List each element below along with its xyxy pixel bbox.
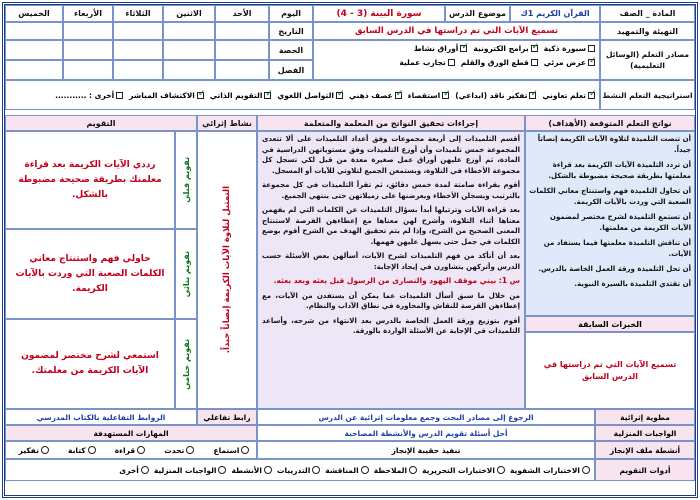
class-cell[interactable]	[5, 60, 63, 80]
sources-label: مصادر التعلم (الوسائل التعليمية)	[600, 40, 695, 80]
tool-option[interactable]: الاختبارات الشفوية	[510, 466, 590, 475]
enrichment-value: الرجوع إلى مصادر البحث وجمع معلومات إثرائية عن الدرس	[257, 409, 595, 425]
source-option[interactable]: تجارب عملية	[399, 58, 454, 67]
date-cell[interactable]	[113, 22, 163, 40]
procedure-paragraph: بعد أن أتأكد من فهم التلميذات لشرح الآيات، أسألهن بعض الأسئلة حسب الدرس وأتركهن يتشاورن في إيجاد الإجابة:	[262, 252, 520, 271]
objective-intro: أن تنصت التلميذة لتلاوة الآيات الكريمة إنصاتاً جيداً.	[537, 135, 691, 154]
evaluation-text: رددي الآيات الكريمة بعد قراءة معلمتك بطريقة صحيحة مضبوطة بالشكل.	[5, 131, 175, 229]
strategy-option[interactable]: ✓ التواصل اللغوي	[277, 91, 343, 100]
skill-option[interactable]: تحدث	[164, 446, 194, 455]
date-cell[interactable]	[63, 22, 113, 40]
links-label: رابط تفاعلي	[197, 409, 257, 425]
objective-item: أن تردد التلميذة الآيات الكريمة بعد قراءة معلمتها بطريقة صحيحة مضبوطة بالشكل.	[548, 161, 691, 180]
strategy-option[interactable]: ✓ عصف ذهني	[349, 91, 402, 100]
skill-option[interactable]: استماع	[213, 446, 249, 455]
strategy-option[interactable]: ✓ تعلم تعاوني	[542, 91, 595, 100]
day-tuesday: الثلاثاء	[113, 5, 163, 22]
strategy-option[interactable]: ✓ استقصاء	[408, 91, 449, 100]
tools-label: أدوات التقويم	[595, 459, 695, 481]
tool-option[interactable]: الاختبارات التحريرية	[422, 466, 505, 475]
evaluation-header: التقويم	[5, 115, 197, 131]
class-cell[interactable]	[163, 60, 215, 80]
class-cell[interactable]	[113, 60, 163, 80]
procedure-paragraph: بعد قراءة الآيات وترتيلها أبدأ بسؤال التلميذات عن الكلمات التي لم يفهمن معناها أثناء التلاوة، وأشرح لهن معناها مع إعطاءهن الفرصة لاستنتاج المعنى الصحيح من الشرح، وإذا لم يتم تحقيق الهدف من الشرح أقوم بوضع الكلمات في جمل حتى يسهل عليهن فهمها.	[262, 206, 520, 246]
evaluation-type: تقويم بنائي	[175, 229, 197, 319]
tool-option[interactable]: التدريبات	[277, 466, 320, 475]
date-cell[interactable]	[5, 22, 63, 40]
topic-label: موضوع الدرس	[445, 5, 510, 22]
strategy-option[interactable]: ✓ الاكتشاف المباشر	[129, 91, 204, 100]
source-option[interactable]: ✓ أوراق نشاط	[414, 44, 468, 53]
skill-option[interactable]: قراءة	[115, 446, 145, 455]
strategies-label: استراتيجية التعلم النشط	[600, 80, 695, 110]
period-cell[interactable]	[5, 40, 63, 60]
subject-label: المادة _ الصف	[600, 5, 695, 22]
homework-label: الواجبات المنزلية	[595, 425, 695, 441]
source-option[interactable]: سبورة ذكية	[544, 44, 595, 53]
source-option[interactable]: ✓ برامج الكترونية	[473, 44, 537, 53]
topic-value: سورة البينة (3 - 4)	[313, 5, 445, 22]
tool-option[interactable]: الأنشطة	[231, 466, 271, 475]
day-monday: الاثنين	[163, 5, 215, 22]
evaluation-text: حاولي فهم واستنتاج معاني الكلمات الصعبة التي وردت بالآيات الكريمة.	[5, 229, 175, 319]
strategy-option[interactable]: ✓ تفكير ناقد (ابداعي)	[455, 91, 536, 100]
day-sunday: الأحد	[215, 5, 269, 22]
activity-text: التمثيل لتلاوة الآيات الكريمة إنصاتاً جيداً.	[222, 186, 232, 354]
activity-cell	[197, 131, 257, 409]
intro-value: تسميع الآيات التي تم دراستها في الدرس السابق	[313, 22, 600, 40]
date-cell[interactable]	[163, 22, 215, 40]
procedure-paragraph: أقسم التلميذات إلى أربعة مجموعات وفق أعداد التلميذات على ألا تتعدى المجموعة خمس تلميذات وأن أوزع التلميذات وفق مستوياتهن الدراسية في المادة، ثم أوزع عليهن أوراق عمل صغيرة معدة من قبل لكي تسجل كل مجموعة الأخطاء في التلاوة، وبستمعن الجميع لتلاوتي للآيات أو المسجل.	[262, 135, 520, 175]
strategies-options	[5, 80, 600, 110]
objective-item: أن تستمع التلميذة لشرح مختصر لمضمون الآيات الكريمة من معلمتها.	[549, 213, 691, 232]
homework-value: أحل أسئلة تقويم الدرس والأنشطة المصاحبة	[257, 425, 595, 441]
tool-option[interactable]: أخرى	[119, 466, 149, 475]
enrichment-label: مطوية إثرائية	[595, 409, 695, 425]
objective-item: أن تناقش التلميذة معلمتها فيما يستفاد من الآيات.	[543, 239, 691, 258]
procedure-paragraph: أقوم بقراءة صامتة لمدة خمس دقائق، ثم تقرأ التلميذات في كل مجموعة بالترتيب ويسجلن الأخطاء ويعرضنها على زميلاتهن حتى ينتهي الجميع.	[262, 181, 520, 200]
class-label: الفصل	[269, 60, 313, 80]
evaluation-text: استمعي لشرح مختصر لمضمون الآيات الكريمة من معلمتك.	[5, 319, 175, 409]
objective-item: أن تحل التلميذة ورقة العمل الخاصة بالدرس.	[538, 265, 691, 273]
strategy-option[interactable]: ✓ التقويم الذاتي	[210, 91, 272, 100]
evaluation-type: تقويم قبلي	[175, 131, 197, 229]
procedures-header: إجراءات تحقيق النواتج من المعلمة والمتعلمة	[257, 115, 525, 131]
lesson-plan-page	[2, 2, 698, 498]
period-cell[interactable]	[215, 40, 269, 60]
class-cell[interactable]	[215, 60, 269, 80]
skill-option[interactable]: كتابة	[68, 446, 96, 455]
procedure-paragraph: أقوم بتوزيع ورقة العمل الخاصة بالدرس بعد الانتهاء من شرحه، وأساعد التلميذات في الإجابة عن الأسئلة الواردة بالورقة.	[262, 316, 520, 335]
objectives-cell	[525, 131, 695, 316]
evaluation-type: تقويم ختامي	[175, 319, 197, 409]
procedure-paragraph: من خلال ما سبق أسأل التلميذات عما يمكن أن يستفدن من الآيات، مع إعطاءهن الفرصة للنقاش والمحاورة في نطاق الآداب والنظام.	[262, 291, 520, 310]
tool-option[interactable]: الواجبات المنزلية	[154, 466, 227, 475]
prior-knowledge-value: تسميع الآيات التي تم دراستها في الدرس السابق	[525, 332, 695, 409]
period-cell[interactable]	[113, 40, 163, 60]
date-label: التاريخ	[269, 22, 313, 40]
sources-options	[313, 40, 600, 80]
class-cell[interactable]	[63, 60, 113, 80]
period-label: الحصة	[269, 40, 313, 60]
tool-option[interactable]: الملاحظة	[374, 466, 417, 475]
day-wednesday: الأربعاء	[63, 5, 113, 22]
skill-option[interactable]: تفكير	[19, 446, 49, 455]
procedure-question: س 1: بيني موقف اليهود والنصارى من الرسول قبل بعثه وبعد بعثه.	[273, 276, 520, 285]
source-option[interactable]: قطع الورق والقلم	[461, 58, 538, 67]
source-option[interactable]: ✓ عرض مرئي	[544, 58, 595, 67]
achievement-value: تنفيذ حقيبة الإنجاز	[257, 441, 595, 459]
subject-value: القرآن الكريم 1ك	[510, 5, 600, 22]
activity-header: نشاط إثرائي	[197, 115, 257, 131]
objective-item: أن تقتدي التلميذة بالسيرة النبوية.	[574, 280, 691, 288]
procedures-cell	[257, 131, 525, 409]
tool-option[interactable]: المناقشة	[325, 466, 368, 475]
day-label: اليوم	[269, 5, 313, 22]
date-cell[interactable]	[215, 22, 269, 40]
period-cell[interactable]	[163, 40, 215, 60]
tools-options	[5, 459, 595, 481]
prior-knowledge-header: الخبرات السابقة	[525, 316, 695, 332]
links-value: الروابط التفاعلية بالكتاب المدرسي	[5, 409, 197, 425]
intro-label: التهيئة والتمهيد	[600, 22, 695, 40]
skills-options	[5, 441, 257, 459]
day-thursday: الخميس	[5, 5, 63, 22]
period-cell[interactable]	[63, 40, 113, 60]
strategy-other[interactable]: أخرى : ...........	[55, 91, 123, 100]
skills-label: المهارات المستهدفة	[5, 425, 257, 441]
objective-item: أن تحاول التلميذة فهم واستنتاج معاني الكلمات الصعبة التي وردت بالآيات الكريمة.	[529, 187, 691, 206]
objectives-header: نواتج التعلم المتوقعة (الأهداف)	[525, 115, 695, 131]
achievement-label: أنشطة ملف الإنجاز	[595, 441, 695, 459]
